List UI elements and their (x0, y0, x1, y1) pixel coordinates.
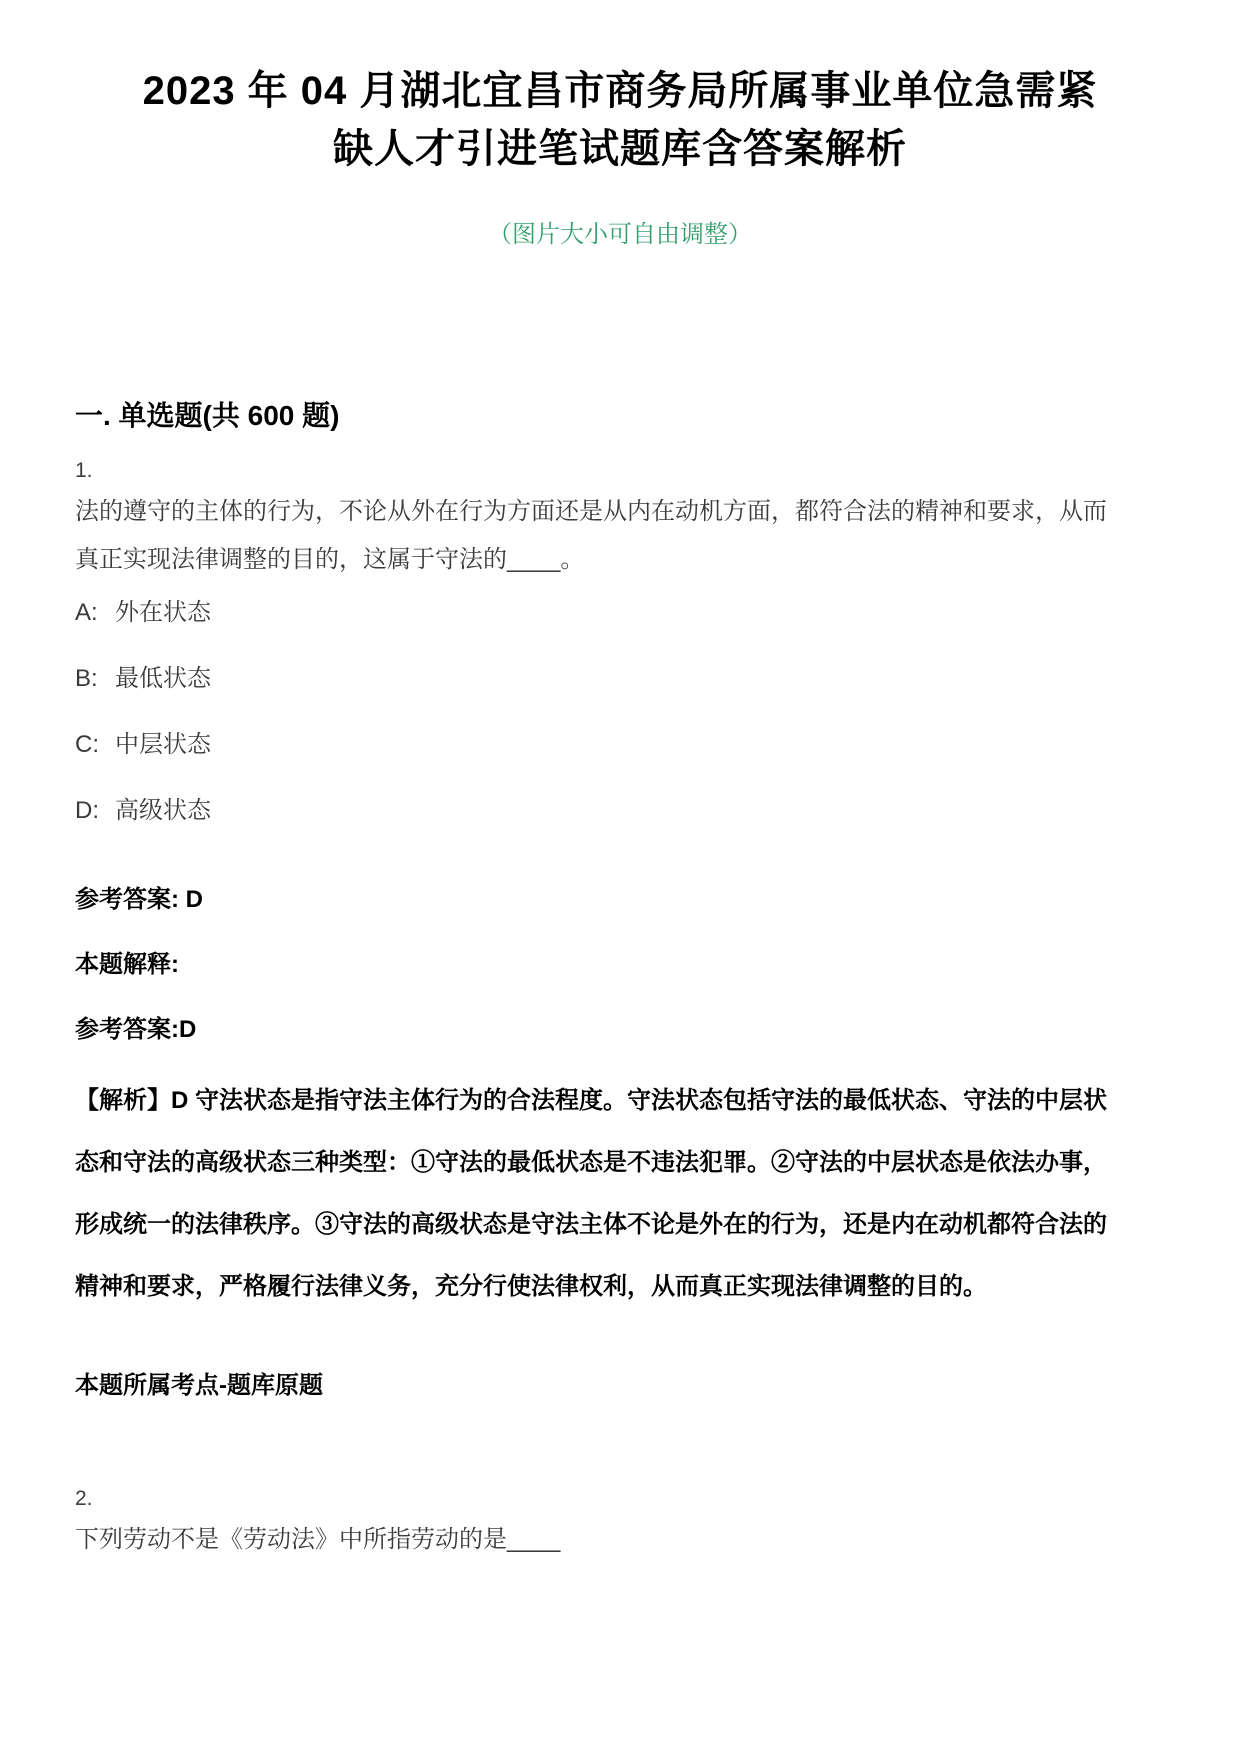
question-stem-line: 法的遵守的主体的行为，不论从外在行为方面还是从内在动机方面，都符合法的精神和要求，从而 (75, 498, 1107, 525)
option-text: 外在状态 (115, 599, 211, 626)
option-label: A: (75, 599, 98, 626)
option-row (75, 664, 1165, 694)
section-heading: 一. 单选题(共 600 题) (75, 400, 340, 431)
question-stem (75, 1516, 1165, 1564)
reference-answer-repeat: 参考答案:D (75, 1016, 197, 1043)
option-row (75, 796, 1165, 826)
analysis-line: 【解析】D 守法状态是指守法主体行为的合法程度。守法状态包括守法的最低状态、守法的中层状 (75, 1087, 1107, 1114)
question-number: 2. (75, 1487, 93, 1510)
question-stem-line: 真正实现法律调整的目的，这属于守法的____。 (75, 546, 585, 573)
question-number: 1. (75, 459, 93, 482)
reference-answer: 参考答案: D (75, 886, 203, 913)
option-label: D: (75, 797, 99, 824)
explanation-label: 本题解释: (75, 951, 179, 978)
options-list (75, 598, 1165, 826)
page-title (75, 62, 1165, 178)
analysis-paragraph (75, 1070, 1165, 1318)
question-stem (75, 488, 1165, 584)
question-block-1 (75, 458, 1165, 1402)
analysis-line: 精神和要求，严格履行法律义务，充分行使法律权利，从而真正实现法律调整的目的。 (75, 1273, 987, 1300)
option-row (75, 598, 1165, 628)
page-title-line: 2023 年 04 月湖北宜昌市商务局所属事业单位急需紧 (142, 69, 1098, 113)
option-text: 高级状态 (115, 797, 211, 824)
option-text: 中层状态 (115, 731, 211, 758)
image-size-note: （图片大小可自由调整） (488, 221, 752, 248)
analysis-line: 形成统一的法律秩序。③守法的高级状态是守法主体不论是外在的行为，还是内在动机都符合法的 (75, 1211, 1107, 1238)
question-stem-line: 下列劳动不是《劳动法》中所指劳动的是____ (75, 1526, 561, 1553)
option-label: C: (75, 731, 99, 758)
page-title-line: 缺人才引进笔试题库含答案解析 (333, 127, 907, 171)
option-row (75, 730, 1165, 760)
analysis-line: 态和守法的高级状态三种类型：①守法的最低状态是不违法犯罪。②守法的中层状态是依法办事， (75, 1149, 1107, 1176)
option-text: 最低状态 (115, 665, 211, 692)
option-label: B: (75, 665, 98, 692)
question-block-2 (75, 1486, 1165, 1564)
topic-line: 本题所属考点-题库原题 (75, 1372, 323, 1399)
